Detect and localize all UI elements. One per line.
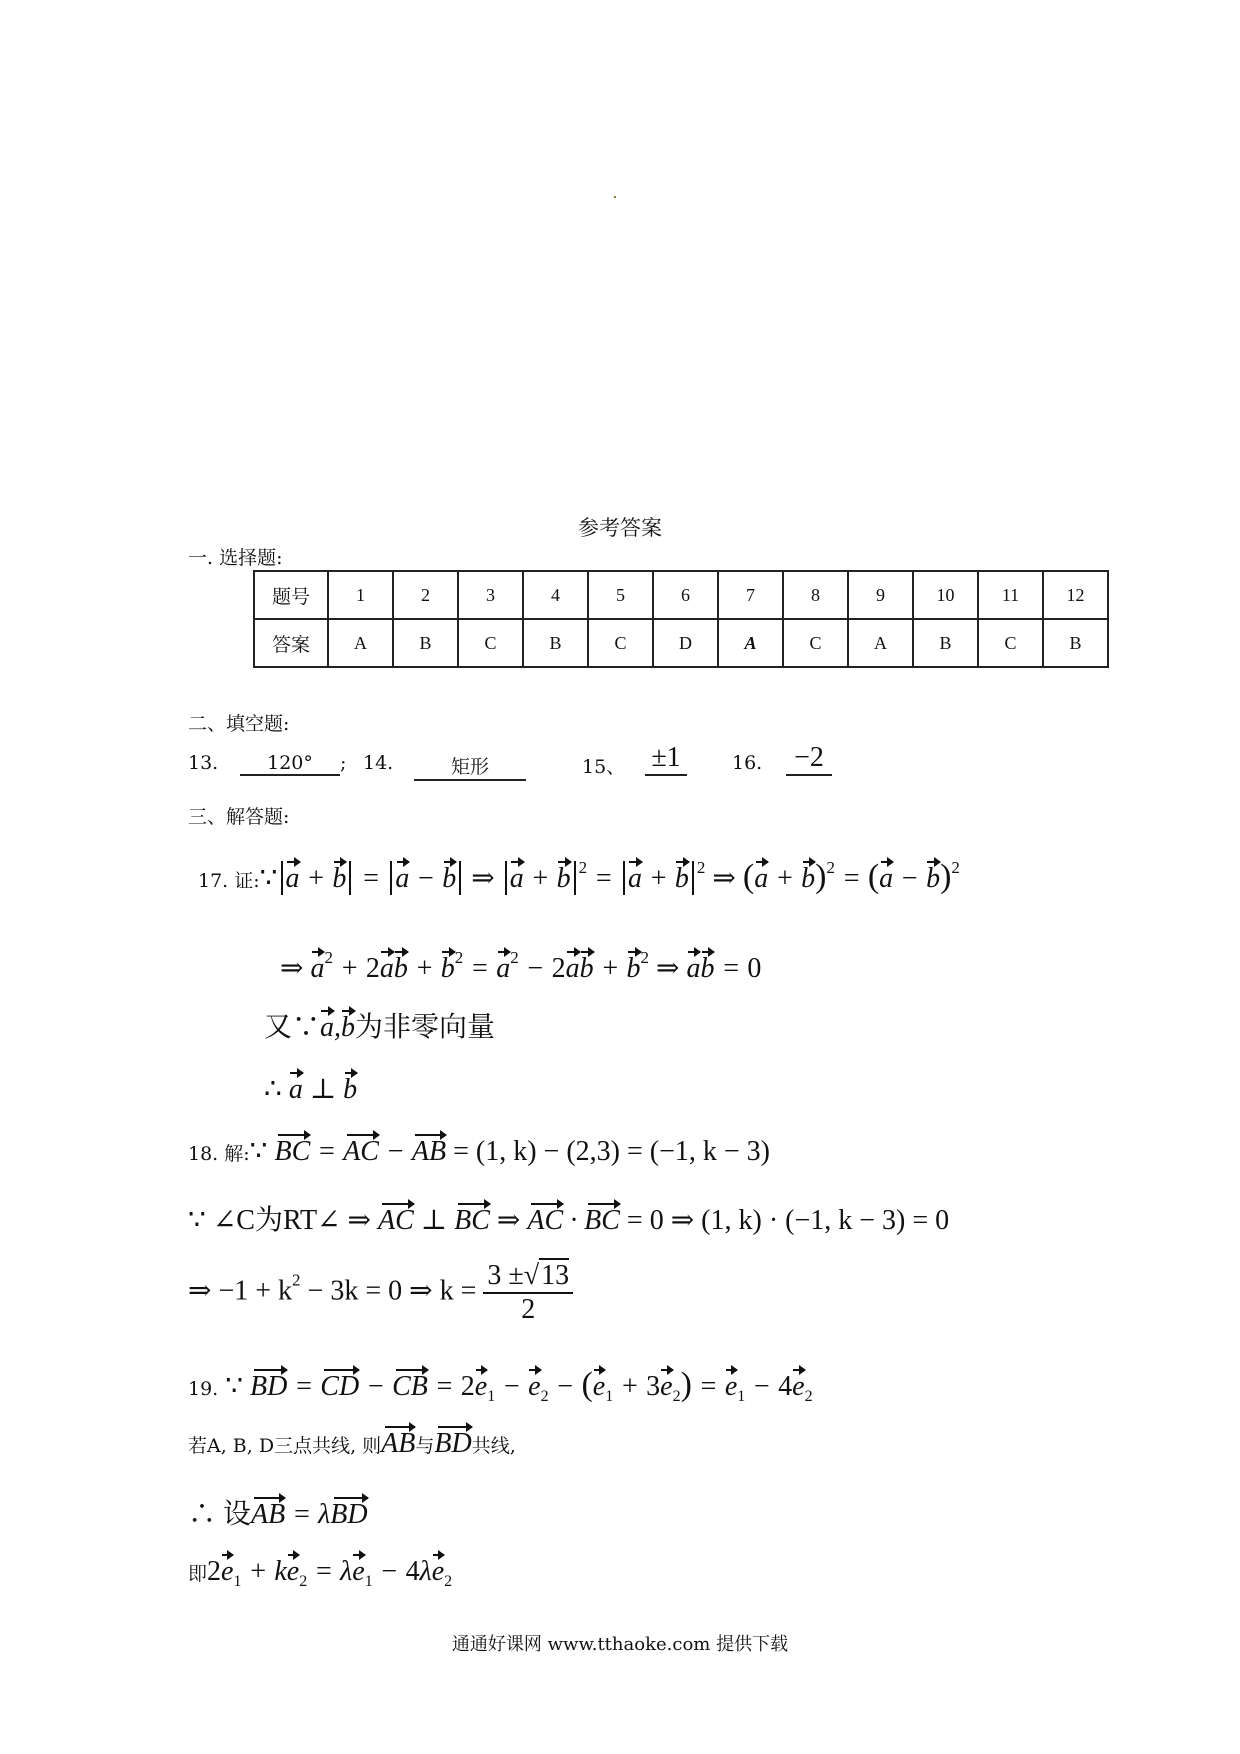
table-cell: 7: [718, 571, 783, 619]
scan-speck: [614, 196, 616, 198]
table-row-numbers: [254, 571, 1108, 619]
table-cell: C: [458, 619, 523, 667]
p19-text-mid: 与: [415, 1435, 435, 1457]
page-footer: 通通好课网 www.tthaoke.com 提供下载: [451, 1634, 789, 1655]
table-cell: B: [913, 619, 978, 667]
p17-line3-tail: 为非零向量: [355, 1012, 496, 1043]
q15-answer-text: ±1: [645, 742, 687, 776]
p19-line1: 19. ∵ BD = CD − CB = $2e_1 - e_2 - (e_1 + 3e_2) = e_1 - 4e_2$: [188, 1366, 813, 1405]
p17-label: 17. 证:: [198, 870, 260, 892]
p19-line3: ∴ 设AB = λBD: [188, 1499, 368, 1530]
p17-line3: 又∵a,b为非零向量: [264, 1012, 496, 1043]
p18-frac-den: 2: [521, 1294, 536, 1325]
q16-label: 16.: [732, 752, 763, 774]
p19-ji: 即: [188, 1563, 208, 1585]
p17-line1: 17. 证:∵ a + b = a − b ⇒ a + b $^2$ = a + b $^2$ ⇒ $(a + b)^2 = (a - b)^2$: [198, 858, 960, 895]
q13-separator: ;: [340, 752, 347, 774]
table-cell: 8: [783, 571, 848, 619]
table-cell: B: [1043, 619, 1108, 667]
p18-line2-tail: = 0 ⇒ (1, k) · (−1, k − 3) = 0: [626, 1205, 950, 1236]
q15-answer: [645, 742, 687, 776]
table-cell: 2: [393, 571, 458, 619]
q15-label: 15、: [582, 756, 626, 778]
q14-answer: [414, 752, 526, 781]
p17-line3-prefix: 又∵: [264, 1012, 321, 1043]
table-cell: B: [523, 619, 588, 667]
table-cell: 1: [328, 571, 393, 619]
p18-fraction: $\frac{3 \pm√13}{2}$: [483, 1260, 573, 1326]
section-fill-heading: 二、填空题:: [188, 713, 290, 735]
table-cell: 12: [1043, 571, 1108, 619]
row-label-answer: 答案: [254, 619, 328, 667]
table-cell: C: [978, 619, 1043, 667]
p19-set-prefix: ∴ 设: [188, 1499, 252, 1530]
q13-label: 13.: [188, 752, 219, 774]
p19-line4: 即$2e_1 + ke_2 = \lambda e_1 - 4\lambda e_2$: [188, 1556, 453, 1590]
table-cell: C: [588, 619, 653, 667]
p19-text-end: 共线,: [471, 1435, 516, 1457]
p18-line3-mid: − 3k = 0 ⇒ k =: [307, 1275, 477, 1307]
table-cell: B: [393, 619, 458, 667]
table-cell: 9: [848, 571, 913, 619]
p18-line1: 18. 解:∵ BC = AC − AB = (1, k) − (2,3) = (−1, k − 3): [188, 1136, 770, 1167]
table-cell: A: [328, 619, 393, 667]
q16-answer-text: −2: [786, 742, 832, 776]
p18-label: 18. 解:: [188, 1143, 250, 1165]
p18-line1-tail: = (1, k) − (2,3) = (−1, k − 3): [453, 1136, 770, 1167]
table-cell: 5: [588, 571, 653, 619]
p18-line3: ⇒ $-1 + k^2 - 3k = 0$ ⇒ k = $\frac{3 \pm√13}{2}$: [188, 1260, 573, 1326]
p19-line2: 若A, B, D三点共线, 则AB与BD共线,: [188, 1428, 516, 1459]
p17-line4: ∴ a ⊥ b: [264, 1074, 358, 1105]
p18-line2: ∵ ∠C为RT∠ ⇒ AC ⊥ BC ⇒ AC · BC = 0 ⇒ (1, k) · (−1, k − 3) = 0: [188, 1205, 950, 1236]
q16-answer: [786, 742, 832, 776]
p18-line2-prefix: ∵ ∠C为RT∠ ⇒: [188, 1205, 371, 1236]
page-title: 参考答案: [578, 516, 662, 540]
answer-table: [253, 570, 1109, 668]
table-cell: C: [783, 619, 848, 667]
p18-frac-num: 3 ±: [487, 1260, 524, 1291]
q13-answer: [240, 752, 346, 776]
p18-frac-sqrt: 13: [541, 1260, 570, 1291]
table-row-answers: [254, 619, 1108, 667]
table-cell: 11: [978, 571, 1043, 619]
p19-text-start: 若A, B, D三点共线, 则: [188, 1435, 382, 1457]
table-cell: 6: [653, 571, 718, 619]
table-cell: 3: [458, 571, 523, 619]
table-cell: 10: [913, 571, 978, 619]
row-label-number: 题号: [254, 571, 328, 619]
table-cell: 4: [523, 571, 588, 619]
section-solution-heading: 三、解答题:: [188, 806, 290, 828]
q14-label: 14.: [363, 752, 394, 774]
table-cell: A: [848, 619, 913, 667]
p17-line2: ⇒ $a^2 + 2ab + b^2 = a^2 - 2ab + b^2$ ⇒ ab = 0: [280, 948, 762, 984]
table-cell: A: [718, 619, 783, 667]
table-cell: D: [653, 619, 718, 667]
p18-line3-prefix: ⇒ −1 + k: [188, 1275, 293, 1307]
p19-label: 19.: [188, 1378, 219, 1400]
q14-answer-text: 矩形: [414, 752, 526, 781]
section-choice-heading: 一. 选择题:: [188, 547, 283, 569]
q13-answer-text: 120°: [240, 752, 340, 776]
